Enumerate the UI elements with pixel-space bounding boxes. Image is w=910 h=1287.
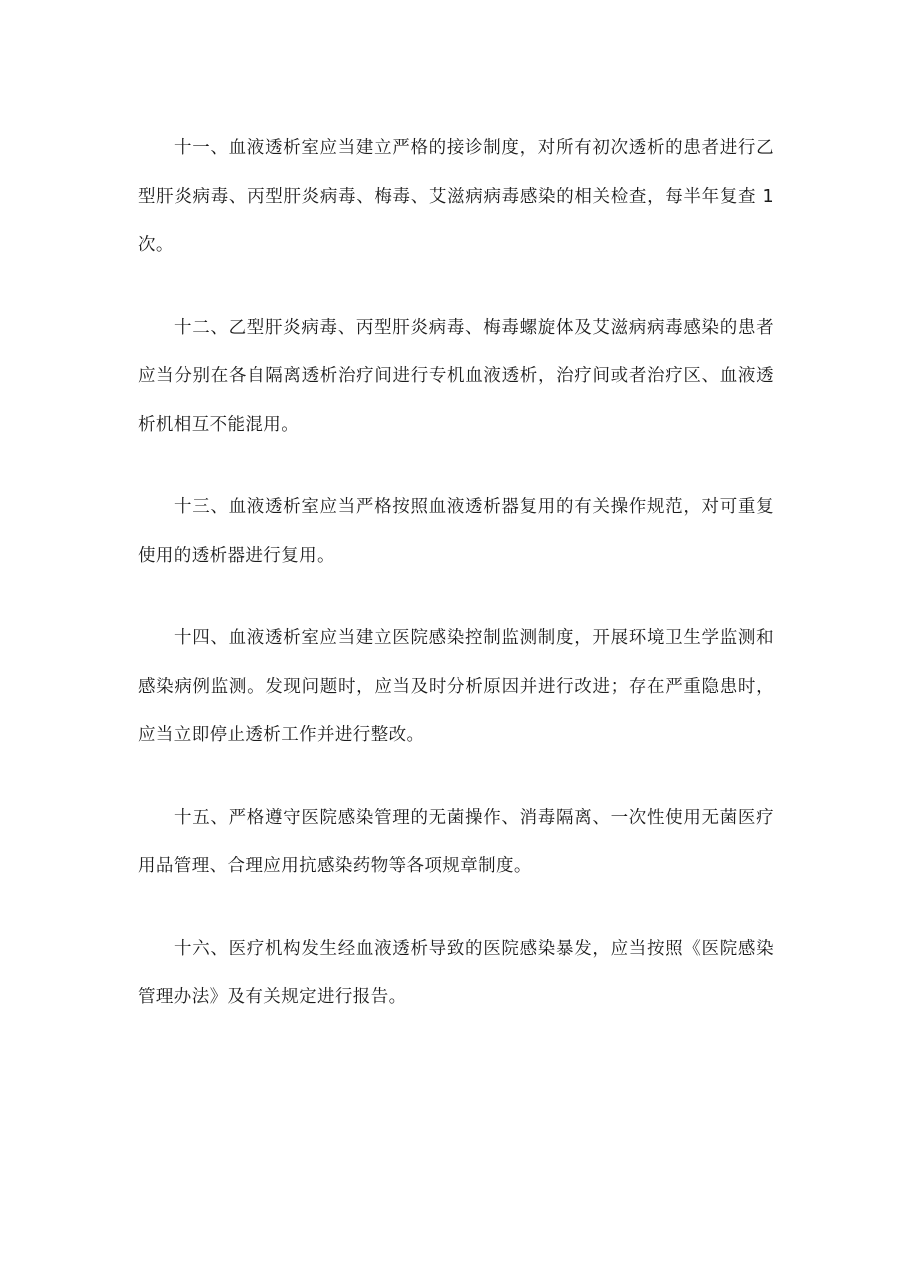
paragraph-16: 十六、医疗机构发生经血液透析导致的医院感染暴发，应当按照《医院感染管理办法》及有关规定进行报告。: [138, 938, 774, 1007]
paragraph-11: 十一、血液透析室应当建立严格的接诊制度，对所有初次透析的患者进行乙型肝炎病毒、丙型肝炎病毒、梅毒、艾滋病病毒感染的相关检查，每半年复查 1 次。: [138, 138, 774, 255]
paragraph-14: 十四、血液透析室应当建立医院感染控制监测制度，开展环境卫生学监测和感染病例监测。发现问题时，应当及时分析原因并进行改进；存在严重隐患时，应当立即停止透析工作并进行整改。: [138, 628, 774, 745]
paragraph-12: 十二、乙型肝炎病毒、丙型肝炎病毒、梅毒螺旋体及艾滋病病毒感染的患者应当分别在各自隔离透析治疗间进行专机血液透析，治疗间或者治疗区、血液透析机相互不能混用。: [138, 317, 774, 435]
paragraph-13: 十三、血液透析室应当严格按照血液透析器复用的有关操作规范，对可重复使用的透析器进行复用。: [138, 497, 774, 566]
document-body: [138, 124, 774, 1056]
paragraph-15: 十五、严格遵守医院感染管理的无菌操作、消毒隔离、一次性使用无菌医疗用品管理、合理应用抗感染药物等各项规章制度。: [138, 807, 774, 876]
